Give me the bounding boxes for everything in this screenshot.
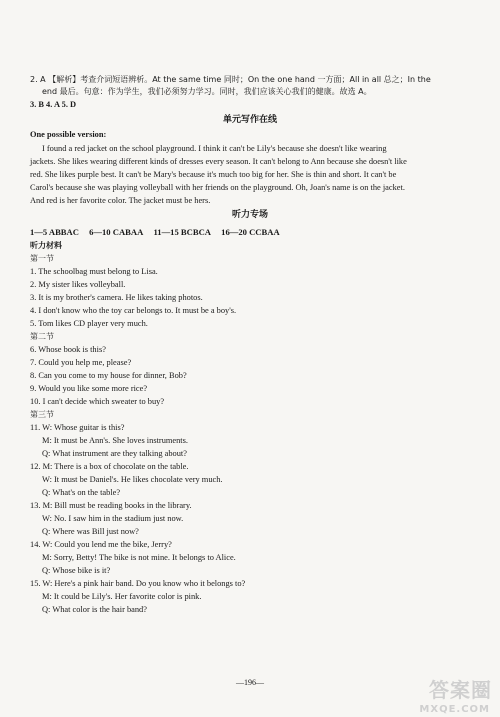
writing-line: I found a red jacket on the school playground. I think it can't be Lily's because she doesn't like wearing — [42, 144, 387, 153]
dialogue-line: Q: Whose bike is it? — [42, 566, 111, 575]
section-title: 第二节 — [30, 332, 54, 341]
dialogue-line: 14. W: Could you lend me the bike, Jerry? — [30, 540, 172, 549]
dialogue-line: M: It could be Lily's. Her favorite color is pink. — [42, 592, 202, 601]
writing-line: And red is her favorite color. The jacket must be hers. — [30, 196, 211, 205]
dialogue-line: Q: What instrument are they talking about? — [42, 449, 187, 458]
listening-material-title: 听力材料 — [30, 241, 62, 250]
answer-group: 1—5 ABBAC — [30, 227, 79, 237]
page-number: —196— — [236, 678, 264, 687]
dialogue-line: 13. M: Bill must be reading books in the library. — [30, 501, 192, 510]
dialogue-line: Q: What's on the table? — [42, 488, 121, 497]
section-title: 第三节 — [30, 410, 54, 419]
list-item: 7. Could you help me, please? — [30, 358, 132, 367]
q2-analysis-line2: end 最后。句意：作为学生，我们必须努力学习。同时，我们应该关心我们的健康。故选 A。 — [42, 87, 372, 96]
list-item: 10. I can't decide which sweater to buy? — [30, 397, 165, 406]
dialogue-line: Q: Where was Bill just now? — [42, 527, 139, 536]
answer-group: 16—20 CCBAA — [221, 227, 280, 237]
writing-label: One possible version: — [30, 130, 107, 139]
q3-5-answers: 3. B 4. A 5. D — [30, 100, 77, 109]
q2-analysis-line1: 2. A 【解析】考查介词短语辨析。At the same time 同时；On the one hand 一方面；All in all 总之；In the — [30, 75, 431, 84]
writing-heading: 单元写作在线 — [222, 115, 277, 125]
list-item: 2. My sister likes volleyball. — [30, 280, 126, 289]
list-item: 4. I don't know who the toy car belongs to. It must be a boy's. — [30, 306, 237, 315]
writing-line: jackets. She likes wearing different kinds of dresses every season. It can't belong to Ann because she doesn't like — [30, 157, 407, 166]
list-item: 3. It is my brother's camera. He likes taking photos. — [30, 293, 203, 302]
dialogue-line: M: Sorry, Betty! The bike is not mine. It belongs to Alice. — [42, 553, 236, 562]
list-item: 5. Tom likes CD player very much. — [30, 319, 148, 328]
dialogue-line: 15. W: Here's a pink hair band. Do you know who it belongs to? — [30, 579, 246, 588]
listening-heading: 听力专场 — [231, 210, 268, 220]
list-item: 8. Can you come to my house for dinner, Bob? — [30, 371, 187, 380]
watermark-logo: 答案圈 — [429, 678, 492, 702]
list-item: 1. The schoolbag must belong to Lisa. — [30, 267, 158, 276]
dialogue-line: W: It must be Daniel's. He likes chocolate very much. — [42, 475, 223, 484]
list-item: 9. Would you like some more rice? — [30, 384, 148, 393]
list-item: 6. Whose book is this? — [30, 345, 106, 354]
listening-answer-key — [30, 227, 288, 238]
writing-line: Carol's because she was playing volleyball with her friends on the playground. Oh, Joan's name is on the jacket. — [30, 183, 405, 192]
watermark-url: MXQE.COM — [419, 704, 490, 715]
dialogue-line: Q: What color is the hair band? — [42, 605, 147, 614]
answer-group: 6—10 CABAA — [89, 227, 144, 237]
dialogue-line: M: It must be Ann's. She loves instruments. — [42, 436, 188, 445]
dialogue-line: W: No. I saw him in the stadium just now. — [42, 514, 184, 523]
answer-group: 11—15 BCBCA — [153, 227, 212, 237]
dialogue-line: 12. M: There is a box of chocolate on the table. — [30, 462, 189, 471]
dialogue-line: 11. W: Whose guitar is this? — [30, 423, 125, 432]
writing-line: red. She likes purple best. It can't be Mary's because it's much too big for her. She is thin and short. It can't be — [30, 170, 397, 179]
section-title: 第一节 — [30, 254, 54, 263]
